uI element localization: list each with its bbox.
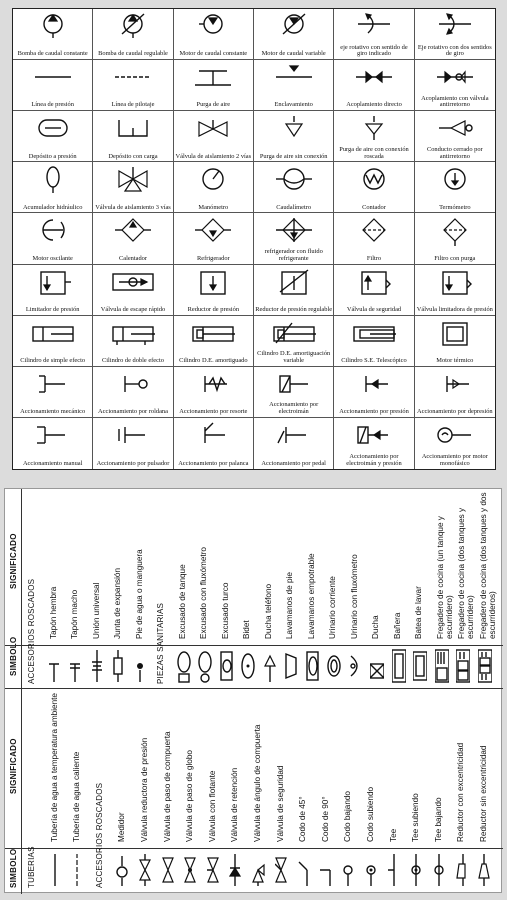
header-simbolo-2: SIMBOLO bbox=[9, 636, 18, 676]
symbol-cell bbox=[93, 60, 173, 111]
row-label: Fregadero de cocina (dos tanques y dos escurrideros) bbox=[478, 492, 497, 639]
built-in-sink-icon bbox=[306, 648, 320, 684]
row-label: Tee subiendo bbox=[411, 793, 421, 842]
symbol-cell bbox=[174, 316, 254, 367]
symbol-cell bbox=[254, 111, 334, 162]
symbol-cell bbox=[254, 367, 334, 418]
symbol-cell bbox=[93, 213, 173, 264]
pedestal-sink-icon bbox=[284, 648, 298, 684]
symbol-label: Enclavamiento bbox=[274, 101, 313, 109]
row-label: Pie de agua o manguera bbox=[134, 549, 144, 639]
symbol-cell bbox=[174, 162, 254, 213]
meter-icon bbox=[116, 852, 130, 888]
symbol-cell bbox=[415, 418, 495, 469]
urinal-icon bbox=[327, 648, 341, 684]
laundry-tub-icon bbox=[413, 648, 427, 684]
section-heading: ACCESORIOS ROSCADOS bbox=[94, 782, 104, 888]
squat-toilet-icon bbox=[220, 648, 234, 684]
symbol-cell bbox=[13, 60, 93, 111]
rotating-shaft-icon bbox=[350, 12, 398, 42]
row-label: Válvula de ángulo de compuerta bbox=[253, 724, 262, 842]
pressure-limiting-valve-icon bbox=[431, 268, 479, 298]
symbol-cell bbox=[254, 265, 334, 316]
bidet-icon bbox=[241, 648, 255, 684]
pressure-actuation-icon bbox=[350, 370, 398, 400]
motor-constant-icon bbox=[189, 12, 237, 42]
row-label: Medidor bbox=[117, 812, 127, 842]
row-label: Excusado de tanque bbox=[177, 564, 187, 639]
symbol-label: Depósito con carga bbox=[108, 152, 158, 160]
float-valve-icon bbox=[207, 852, 221, 888]
row-label: Codo de 45° bbox=[298, 796, 308, 842]
pedal-actuation-icon bbox=[270, 421, 318, 451]
row-label: Urinario corriente bbox=[328, 576, 337, 639]
symbol-label: Bomba de caudal regulable bbox=[98, 50, 168, 58]
row-label: Fregadero de cocina (un tanque y escurridero) bbox=[435, 516, 454, 639]
symbol-label: Filtro con purga bbox=[434, 254, 476, 262]
column-divider bbox=[5, 848, 503, 849]
row-label: Válvula con flotante bbox=[207, 770, 217, 842]
symbol-label: Accionamiento por pulsador bbox=[96, 460, 170, 468]
isolation-valve-2way-icon bbox=[189, 114, 237, 144]
pressure-limiter-icon bbox=[29, 268, 77, 298]
symbol-label: Filtro bbox=[366, 254, 382, 262]
pressure-reducing-valve-icon bbox=[139, 852, 153, 888]
symbol-cell bbox=[174, 60, 254, 111]
union-icon bbox=[91, 648, 105, 684]
symbol-cell bbox=[13, 213, 93, 264]
tee-up-icon bbox=[410, 852, 424, 888]
row-label: Tapón hembra bbox=[48, 586, 58, 639]
symbol-cell bbox=[13, 265, 93, 316]
symbol-label: Línea de presión bbox=[31, 101, 74, 109]
row-label: Reductor con excentricidad bbox=[456, 742, 466, 842]
pump-constant-icon bbox=[29, 12, 77, 42]
symbol-label: Reductor de presión regulable bbox=[255, 305, 333, 313]
symbol-cell bbox=[415, 367, 495, 418]
symbol-cell bbox=[334, 265, 414, 316]
female-plug-icon bbox=[48, 648, 62, 684]
safety-valve-icon bbox=[350, 268, 398, 298]
cooler-icon bbox=[189, 216, 237, 246]
row-label: Ducha bbox=[371, 615, 380, 639]
adjustable-pressure-reducer-icon bbox=[270, 268, 318, 298]
telescopic-cylinder-icon bbox=[350, 319, 398, 349]
symbol-label: Cilindro de simple efecto bbox=[20, 356, 86, 364]
gate-valve-icon bbox=[162, 852, 176, 888]
symbol-cell bbox=[174, 111, 254, 162]
symbol-label: Motor de caudal variable bbox=[261, 50, 326, 58]
hydraulic-symbols-table bbox=[12, 8, 496, 470]
kitchen-sink-3-icon bbox=[478, 648, 492, 684]
pump-variable-icon bbox=[109, 12, 157, 42]
symbol-label: Accionamiento por electroimán y presión bbox=[346, 453, 402, 468]
pressure-reducer-icon bbox=[189, 268, 237, 298]
row-label: Tubería de agua caliente bbox=[72, 751, 82, 842]
check-valve-icon bbox=[229, 852, 243, 888]
kitchen-sink-2-icon bbox=[456, 648, 470, 684]
cushioned-cylinder-icon bbox=[189, 319, 237, 349]
symbol-cell bbox=[415, 265, 495, 316]
symbol-label: Accionamiento por resorte bbox=[179, 408, 248, 416]
symbol-label: Motor térmico bbox=[436, 356, 474, 364]
single-acting-cylinder-icon bbox=[29, 319, 77, 349]
symbol-cell bbox=[13, 9, 93, 60]
kitchen-sink-1-icon bbox=[435, 648, 449, 684]
elbow-90-icon bbox=[320, 852, 334, 888]
symbol-cell bbox=[254, 213, 334, 264]
symbol-cell bbox=[334, 60, 414, 111]
plumbing-symbols-table bbox=[4, 488, 502, 893]
symbol-cell bbox=[334, 213, 414, 264]
symbol-label: eje rotativo con sentido de giro indicado bbox=[340, 43, 408, 58]
symbol-label: Accionamiento manual bbox=[22, 460, 83, 468]
row-label: Unión universal bbox=[91, 582, 101, 639]
row-label: Tapón macho bbox=[70, 589, 79, 639]
symbol-cell bbox=[254, 60, 334, 111]
closed-duct-check-icon bbox=[431, 114, 479, 144]
row-label: Codo bajando bbox=[343, 791, 353, 842]
elbow-45-icon bbox=[297, 852, 311, 888]
symbol-label: Cilindro S.E. Telescópico bbox=[341, 356, 407, 364]
symbol-cell bbox=[93, 162, 173, 213]
symbol-label: Válvula de seguridad bbox=[346, 305, 402, 313]
header-significado-2: SIGNIFICADO bbox=[9, 533, 18, 589]
symbol-label: Motor de caudal constante bbox=[179, 50, 248, 58]
flush-valve-toilet-icon bbox=[198, 648, 212, 684]
symbol-label: Válvula de aislamiento 3 vías bbox=[95, 203, 171, 211]
row-label: Válvula de paso de globo bbox=[185, 750, 195, 842]
symbol-cell bbox=[415, 162, 495, 213]
row-label: Válvula de retención bbox=[230, 767, 240, 842]
symbol-label: refrigerador con fluido refrigerante bbox=[264, 247, 323, 262]
tee-icon bbox=[388, 852, 402, 888]
rotating-shaft-two-way-icon bbox=[431, 12, 479, 42]
coupling-check-valve-icon bbox=[431, 63, 479, 93]
flowmeter-icon bbox=[270, 165, 318, 195]
pilot-line-icon bbox=[109, 63, 157, 93]
eccentric-reducer-icon bbox=[455, 852, 469, 888]
symbol-cell bbox=[174, 367, 254, 418]
row-label: Lavamanos empotrable bbox=[306, 553, 316, 639]
heater-icon bbox=[109, 216, 157, 246]
spring-actuation-icon bbox=[189, 370, 237, 400]
symbol-cell bbox=[254, 9, 334, 60]
tank-toilet-icon bbox=[177, 648, 191, 684]
isolation-valve-3way-icon bbox=[109, 165, 157, 195]
roller-actuation-icon bbox=[109, 370, 157, 400]
lever-actuation-icon bbox=[189, 421, 237, 451]
symbol-cell bbox=[93, 316, 173, 367]
thermometer-icon bbox=[431, 165, 479, 195]
row-label: Excusado turco bbox=[220, 582, 230, 639]
tee-down-icon bbox=[433, 852, 447, 888]
loaded-tank-icon bbox=[109, 114, 157, 144]
row-label: Urinario con fluxómetro bbox=[349, 554, 359, 639]
mechanical-actuation-icon bbox=[29, 370, 77, 400]
symbol-cell bbox=[93, 265, 173, 316]
row-label: Bidet bbox=[242, 620, 251, 639]
symbol-label: Purga de aire sin conexión bbox=[259, 152, 328, 160]
section-heading: ACCESORIOS ROSCADOS bbox=[27, 578, 36, 684]
symbol-cell bbox=[334, 316, 414, 367]
symbol-label: Eje rotativo con dos sentidos de giro bbox=[417, 43, 492, 58]
symbol-label: Purga de aire bbox=[196, 101, 231, 109]
symbol-label: Acoplamiento con válvula antirretorno bbox=[421, 94, 489, 109]
bathtub-icon bbox=[392, 648, 406, 684]
header-significado-1: SIGNIFICADO bbox=[9, 738, 18, 794]
symbol-cell bbox=[174, 213, 254, 264]
symbol-label: Accionamiento por motor monofásico bbox=[421, 453, 488, 468]
symbol-cell bbox=[174, 418, 254, 469]
symbol-cell bbox=[334, 367, 414, 418]
pressure-tank-icon bbox=[29, 114, 77, 144]
row-label: Válvula de seguridad bbox=[275, 765, 285, 842]
symbol-cell bbox=[13, 111, 93, 162]
shower-icon bbox=[370, 648, 384, 684]
symbol-label: Accionamiento por pedal bbox=[261, 460, 326, 468]
symbol-label: Bomba de caudal constante bbox=[17, 50, 88, 58]
double-acting-cylinder-icon bbox=[109, 319, 157, 349]
solenoid-actuation-icon bbox=[270, 370, 318, 400]
pressure-line-icon bbox=[29, 63, 77, 93]
column-divider bbox=[5, 645, 503, 646]
variable-cushion-cylinder-icon bbox=[270, 319, 318, 349]
male-plug-icon bbox=[69, 648, 83, 684]
symbol-cell bbox=[415, 316, 495, 367]
hand-shower-icon bbox=[263, 648, 277, 684]
symbol-label: Depósito a presión bbox=[28, 152, 77, 160]
symbol-cell bbox=[415, 111, 495, 162]
symbol-cell bbox=[415, 213, 495, 264]
column-divider bbox=[5, 688, 503, 689]
row-label: Ducha teléfono bbox=[263, 583, 273, 639]
symbol-label: Purga de aire con conexión roscada bbox=[339, 145, 409, 160]
symbol-cell bbox=[93, 418, 173, 469]
symbol-label: Cilindro D.E. amortiguado bbox=[179, 356, 248, 364]
row-label: Válvula de paso de compuerta bbox=[162, 731, 172, 842]
rotated-table-content bbox=[5, 489, 503, 894]
symbol-cell bbox=[334, 111, 414, 162]
symbol-label: Termómetro bbox=[439, 203, 471, 211]
interlock-icon bbox=[270, 63, 318, 93]
row-label: Codo subiendo bbox=[366, 786, 375, 842]
header-divider bbox=[21, 489, 22, 894]
counter-icon bbox=[350, 165, 398, 195]
symbol-label: Accionamiento por electroimán bbox=[269, 401, 319, 416]
symbol-cell bbox=[13, 367, 93, 418]
air-bleed-no-connection-icon bbox=[270, 114, 318, 144]
symbol-label: Caudalímetro bbox=[276, 203, 312, 211]
motor-variable-icon bbox=[270, 12, 318, 42]
hydraulic-accumulator-icon bbox=[29, 165, 77, 195]
row-label: Tubería de agua a temperatura ambiente bbox=[49, 693, 59, 842]
symbol-cell bbox=[13, 162, 93, 213]
cooler-fluid-icon bbox=[270, 216, 318, 246]
single-phase-motor-actuation-icon bbox=[431, 421, 479, 451]
safety-valve-icon bbox=[275, 852, 289, 888]
urinal-flush-icon bbox=[349, 648, 363, 684]
dashed-pipe-icon bbox=[71, 852, 85, 888]
symbol-label: Acoplamiento directo bbox=[346, 101, 402, 109]
symbol-label: Cilindro D.E. amortiguación variable bbox=[257, 350, 331, 364]
symbol-cell bbox=[334, 9, 414, 60]
angle-gate-valve-icon bbox=[252, 852, 266, 888]
symbol-label: Refrigerador bbox=[197, 254, 230, 262]
symbol-label: Manómetro bbox=[198, 203, 229, 211]
direct-coupling-icon bbox=[350, 63, 398, 93]
symbol-cell bbox=[334, 418, 414, 469]
symbol-label: Accionamiento por palanca bbox=[178, 460, 249, 468]
symbol-label: Línea de pilotaje bbox=[111, 101, 155, 109]
symbol-cell bbox=[254, 316, 334, 367]
symbol-label: Válvula de aislamiento 2 vías bbox=[175, 152, 252, 160]
symbol-cell bbox=[254, 162, 334, 213]
symbol-label: Válvula de escape rápido bbox=[100, 305, 166, 313]
manometer-icon bbox=[189, 165, 237, 195]
row-label: Lavamanos de pie bbox=[285, 572, 294, 639]
row-label: Batea de lavar bbox=[414, 586, 423, 639]
symbol-label: Accionamiento mecánico bbox=[20, 408, 86, 416]
symbol-label: Motor oscilante bbox=[32, 254, 73, 262]
row-label: Fregadero de cocina (dos tanques y escurridero) bbox=[457, 507, 475, 639]
quick-exhaust-valve-icon bbox=[109, 268, 157, 298]
symbol-label: Accionamiento por roldana bbox=[98, 408, 168, 416]
symbol-cell bbox=[13, 316, 93, 367]
solid-pipe-icon bbox=[49, 852, 63, 888]
symbol-label: Reductor de presión bbox=[187, 305, 240, 313]
symbol-cell bbox=[13, 418, 93, 469]
thermal-motor-icon bbox=[431, 319, 479, 349]
row-label: Excusado con fluxómetro bbox=[199, 547, 208, 639]
symbol-cell bbox=[93, 111, 173, 162]
elbow-down-icon bbox=[342, 852, 356, 888]
section-heading: PIEZAS SANITARIAS bbox=[156, 602, 165, 684]
elbow-up-icon bbox=[365, 852, 379, 888]
oscillating-motor-icon bbox=[29, 216, 77, 246]
symbol-cell bbox=[415, 60, 495, 111]
filter-icon bbox=[350, 216, 398, 246]
section-heading: TUBERIAS bbox=[27, 846, 36, 888]
symbol-cell bbox=[93, 9, 173, 60]
symbol-cell bbox=[415, 9, 495, 60]
globe-valve-icon bbox=[184, 852, 198, 888]
symbol-label: Limitador de presión bbox=[25, 305, 80, 313]
symbol-label: Válvula limitadora de presión bbox=[416, 305, 493, 313]
row-label: Codo de 90° bbox=[320, 796, 330, 842]
row-label: Tee bajando bbox=[433, 797, 443, 842]
row-label: Bañera bbox=[392, 612, 402, 639]
filter-drain-icon bbox=[431, 216, 479, 246]
vacuum-actuation-icon bbox=[431, 370, 479, 400]
symbol-cell bbox=[93, 367, 173, 418]
symbol-grid bbox=[12, 8, 496, 470]
symbol-label: Acumulador hidráulico bbox=[22, 203, 83, 211]
row-label: Válvula reductora de presión bbox=[140, 737, 149, 842]
row-label: Reductor sin excentricidad bbox=[479, 745, 488, 842]
row-label: Tee bbox=[388, 828, 398, 842]
symbol-label: Conducto cerrado por antirretorno bbox=[426, 145, 483, 160]
hose-bib-icon bbox=[134, 648, 148, 684]
symbol-label: Cilindro de doble efecto bbox=[102, 356, 164, 364]
symbol-label: Accionamiento por depresión bbox=[417, 408, 493, 416]
symbol-cell bbox=[334, 162, 414, 213]
manual-actuation-icon bbox=[29, 421, 77, 451]
symbol-label: Calentador bbox=[118, 254, 148, 262]
symbol-label: Accionamiento por presión bbox=[339, 408, 409, 416]
air-bleed-threaded-icon bbox=[350, 114, 398, 144]
symbol-cell bbox=[174, 265, 254, 316]
solenoid-pressure-actuation-icon bbox=[350, 421, 398, 451]
pushbutton-actuation-icon bbox=[109, 421, 157, 451]
symbol-label: Contador bbox=[362, 203, 386, 211]
row-label: Junta de expansión bbox=[113, 567, 122, 639]
concentric-reducer-icon bbox=[478, 852, 492, 888]
symbol-cell bbox=[254, 418, 334, 469]
symbol-cell bbox=[174, 9, 254, 60]
header-simbolo-1: SIMBOLO bbox=[9, 848, 18, 888]
expansion-joint-icon bbox=[112, 648, 126, 684]
air-bleed-icon bbox=[189, 63, 237, 93]
